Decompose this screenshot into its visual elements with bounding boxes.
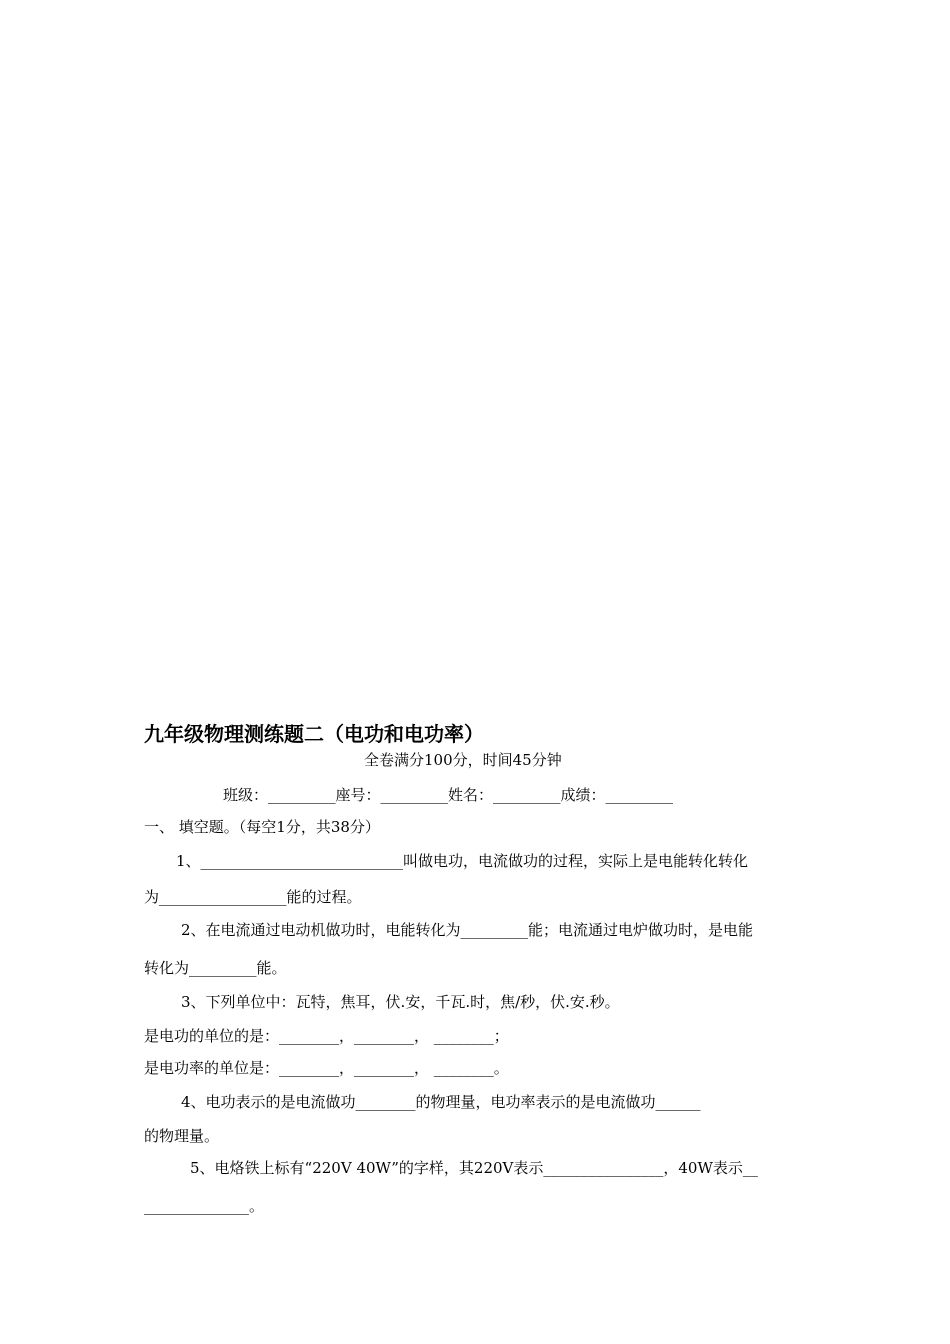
question-5-line-2: ______________。 [144, 1197, 265, 1215]
question-3-line-1: 3、下列单位中：瓦特，焦耳，伏.安，千瓦.时，焦/秒，伏.安.秒。 [181, 993, 620, 1011]
document-title: 九年级物理测练题二（电功和电功率） [144, 722, 484, 746]
question-4-line-1: 4、电功表示的是电流做功________的物理量，电功率表示的是电流做功______ [181, 1093, 701, 1111]
question-3-line-3: 是电功率的单位是：________，________， ________。 [144, 1059, 509, 1077]
question-1-line-1: 1、___________________________叫做电功，电流做功的过程，实际上是电能转化转化 [176, 852, 749, 870]
document-subtitle: 全卷满分100分，时间45分钟 [364, 751, 562, 769]
question-3-line-2: 是电功的单位的是：________，________， ________； [144, 1027, 509, 1045]
section-heading: 一、 填空题。（每空1分，共38分） [144, 818, 380, 836]
question-4-line-2: 的物理量。 [144, 1127, 220, 1145]
question-2-line-2: 转化为_________能。 [144, 959, 287, 977]
question-1-line-2: 为_________________能的过程。 [144, 888, 362, 906]
question-2-line-1: 2、在电流通过电动机做功时，电能转化为_________能；电流通过电炉做功时，是电能 [181, 921, 754, 939]
student-info-line: 班级：_________座号：_________姓名：_________成绩：_________ [223, 786, 674, 804]
question-5-line-1: 5、电烙铁上标有“220V 40W”的字样，其220V表示________________，40W表示__ [190, 1159, 758, 1177]
